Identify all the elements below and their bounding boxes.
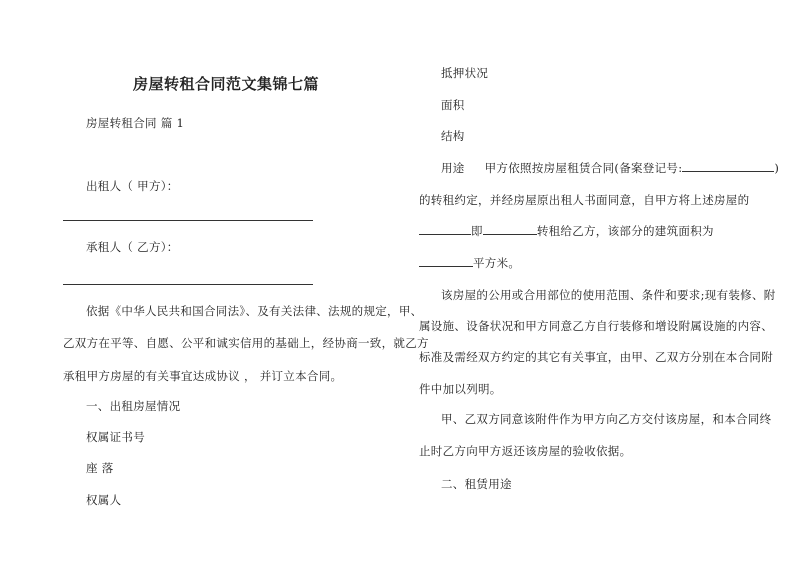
field-label: 权属证书号 (86, 430, 145, 444)
paragraph-line: 即 转租给乙方，该部分的建筑面积为 (419, 224, 714, 238)
paragraph-line: 属设施、设备状况和甲方同意乙方自行装修和增设附属设施的内容、 (419, 319, 773, 333)
field-label: 面积 (441, 98, 465, 112)
paragraph-line: 平方米。 (419, 256, 520, 270)
document-title: 房屋转租合同范文集锦七篇 (133, 75, 320, 93)
paragraph-line: 的转租约定，并经房屋原出租人书面同意，自甲方将上述房屋的 (419, 193, 750, 207)
paragraph-line: 依据《中华人民共和国合同法》、及有关法律、法规的规定，甲、 (86, 304, 423, 318)
section-heading-2: 二、租赁用途 (441, 477, 512, 491)
lessee-label: 承租人（ 乙方）： (86, 240, 179, 254)
usage-text: 甲方依照按房屋租赁合同(备案登记号: (484, 161, 683, 175)
paragraph-line: 承租甲方房屋的有关事宜达成协议 ， 并订立本合同。 (63, 369, 343, 383)
paragraph-line: 标准及需经双方约定的其它有关事宜，由甲、乙双方分别在本合同附 (419, 350, 773, 364)
paragraph-line: 甲、乙双方同意该附件作为甲方向乙方交付该房屋，和本合同终 (441, 412, 772, 426)
paragraph-line: 止时乙方向甲方返还该房屋的验收依据。 (419, 444, 632, 458)
section-heading-1: 一、出租房屋情况 (86, 399, 181, 413)
lessor-label: 出租人（ 甲方）： (86, 179, 179, 193)
field-label: 结构 (441, 129, 465, 143)
field-label: 抵押状况 (441, 66, 489, 80)
contract-subtitle: 房屋转租合同 篇 1 (86, 116, 185, 130)
field-label: 用途 (441, 161, 465, 175)
blank-field (419, 224, 471, 235)
area-blank-field (419, 256, 473, 267)
field-label: 权属人 (86, 493, 122, 507)
field-label: 座 落 (86, 461, 114, 475)
usage-line: 用途 甲方依照按房屋租赁合同(备案登记号: ) (441, 161, 780, 175)
lessor-blank-line (63, 220, 313, 221)
lessee-blank-line (63, 284, 313, 285)
paragraph-line: 乙双方在平等、自愿、公平和诚实信用的基础上，经协商一致，就乙方 (63, 336, 429, 350)
paragraph-line: 该房屋的公用或合用部位的使用范围、条件和要求;现有装修、附 (441, 288, 776, 302)
paragraph-line: 件中加以列明。 (419, 382, 502, 396)
registration-number-blank (682, 161, 774, 172)
blank-field (483, 224, 537, 235)
